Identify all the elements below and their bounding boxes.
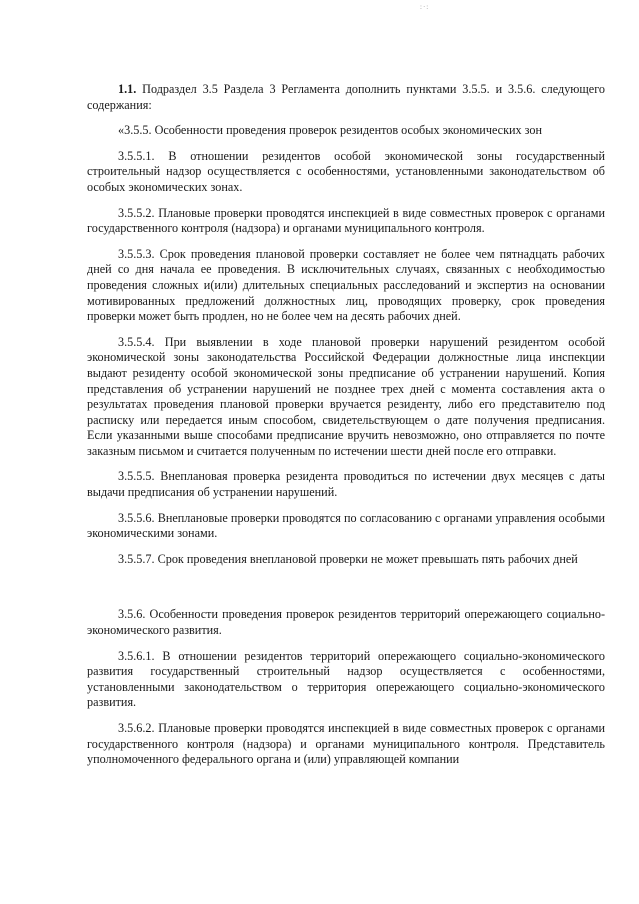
paragraph-3-5-5-7: 3.5.5.7. Срок проведения внеплановой проверки не может превышать пять рабочих дней bbox=[118, 551, 578, 566]
paragraph-3-5-5-5: 3.5.5.5. Внеплановая проверка резидента проводиться по истечении двух месяцев с даты выдачи предписания об устранении нарушений. bbox=[87, 469, 605, 500]
paragraph-3-5-5-6: 3.5.5.6. Внеплановые проверки проводятся по согласованию с органами управления особыми экономическими зонами. bbox=[87, 510, 605, 541]
scan-mark: :·: bbox=[420, 3, 430, 11]
paragraph-text: Подраздел 3.5 Раздела 3 Регламента дополнить пунктами 3.5.5. и 3.5.6. следующего содержания: bbox=[87, 82, 605, 112]
paragraph-3-5-6-1: 3.5.6.1. В отношении резидентов территорий опережающего социально-экономического развития государственный строительный надзор осуществляется с особенностями, установленными законодательством о территория опережающего социально-экономического развития. bbox=[87, 648, 605, 710]
paragraph-3-5-5-2: 3.5.5.2. Плановые проверки проводятся инспекцией в виде совместных проверок с органами государственного контроля (надзора) и органами муниципального контроля. bbox=[87, 205, 605, 236]
paragraph-3-5-6-2: 3.5.6.2. Плановые проверки проводятся инспекцией в виде совместных проверок с органами государственного контроля (надзора) и органами муниципального контроля. Представитель уполномоченного федерального органа и (или) управляющей компании bbox=[87, 721, 605, 767]
paragraph-3-5-5-4: 3.5.5.4. При выявлении в ходе плановой проверки нарушений резидентом особой экономической зоны законодательства Российской Федерации должностные лица инспекции выдают резиденту особой экономической зоны предписание об устранении нарушений. Копия представления об устранении нарушений не позднее трех дней с момента составления акта о результатах проведения плановой проверки вручается резиденту, либо его представителю под расписку или передается иным способом, свидетельствующем о дате получения предписания. Если указанными выше способами предписание вручить невозможно, оно отправляется по почте заказным письмом и считается полученным по истечении шести дней после его отправки. bbox=[87, 334, 605, 458]
section-heading-3-5-5: «3.5.5. Особенности проведения проверок резидентов особых экономических зон bbox=[118, 123, 543, 138]
section-gap bbox=[87, 577, 605, 607]
paragraph-1-1 bbox=[87, 82, 605, 113]
clause-number: 1.1. bbox=[118, 82, 137, 96]
section-heading-3-5-6: 3.5.6. Особенности проведения проверок резидентов территорий опережающего социально-экономического развития. bbox=[87, 607, 605, 638]
paragraph-3-5-5-1: 3.5.5.1. В отношении резидентов особой экономической зоны государственный строительный надзор осуществляется с особенностями, установленными законодательством об особых экономических зонах. bbox=[87, 148, 605, 194]
paragraph-3-5-5-3: 3.5.5.3. Срок проведения плановой проверки составляет не более чем пятнадцать рабочих дней со дня начала ее проведения. В исключительных случаях, связанных с необходимостью проведения сложных и(или) длительных специальных расследований и экспертиз на основании мотивированных предложений должностных лиц, проводящих проверку, срок проведения проверки может быть продлен, но не более чем на десять рабочих дней. bbox=[87, 246, 605, 324]
document-body bbox=[87, 82, 605, 778]
